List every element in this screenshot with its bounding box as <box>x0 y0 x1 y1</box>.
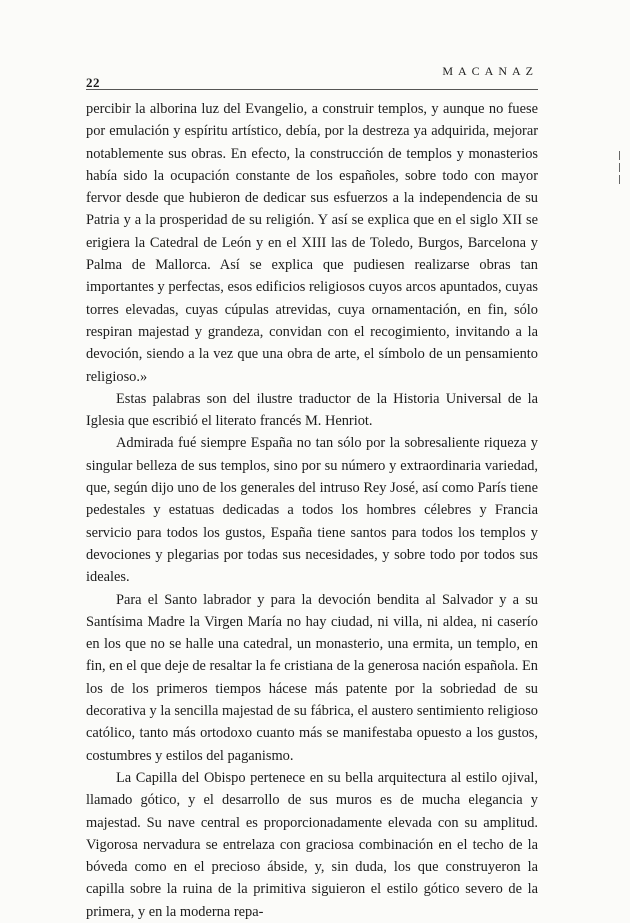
paragraph: Para el Santo labrador y para la devoción bendita al Salvador y a su Santísima Madre la Virgen María no hay ciudad, ni villa, ni aldea, ni caserío en los que no se halle una catedral, un monasterio, una ermita, un templo, en fin, en el que deje de resaltar la fe cristiana de la generosa nación española. En los de los primeros tiempos hácese más patente por la sobriedad de su decorativa y la sencilla majestad de su fábrica, el austero sentimiento religioso católico, tanto más ortodoxo cuanto más se manifestaba opuesto a los gustos, costumbres y estilos del paganismo. <box>86 591 538 764</box>
margin-mark <box>614 148 624 188</box>
paragraph: Admirada fué siempre España no tan sólo por la sobresaliente riqueza y singular belleza de sus templos, sino por su número y extraordinaria variedad, que, según dijo uno de los generales del intruso Rey José, así como París tiene pedestales y estatuas dedicadas a todos los hombres célebres y Francia servicio para todos los gustos, España tiene santos para todos los templos y devociones y plegarias por todas sus necesidades, y sobre todo por todos sus ideales. <box>86 435 538 586</box>
body-text <box>86 98 538 923</box>
header-rule <box>86 89 538 90</box>
running-head: MACANAZ <box>442 64 538 78</box>
paragraph: Estas palabras son del ilustre traductor de la Historia Universal de la Iglesia que escribió el literato francés M. Henriot. <box>86 390 538 430</box>
page-number: 22 <box>86 75 100 90</box>
page-header <box>86 62 538 92</box>
paragraph: La Capilla del Obispo pertenece en su bella arquitectura al estilo ojival, llamado gótico, y el desarrollo de sus muros es de mucha elegancia y majestad. Su nave central es proporcionadamente elevada con su amplitud. Vigorosa nervadura se entrelaza con graciosa combinación en el techo de la bóveda como en el precioso ábside, y, sin duda, los que construyeron la capilla sobre la ruina de la primitiva siguieron el estilo gótico severo de la primera, y en la moderna repa- <box>86 769 538 920</box>
paragraph-continued: percibir la alborina luz del Evangelio, a construir templos, y aunque no fuese por emulación y espíritu artístico, debía, por la destreza ya adquirida, mejorar notablemente sus obras. En efecto, la construcción de templos y monasterios había sido la ocupación constante de los españoles, sobre todo con mayor fervor desde que hubieron de dedicar sus esfuerzos a la independencia de su Patria y a la prosperidad de su religión. Y así se explica que en el siglo XII se erigiera la Catedral de León y en el XIII las de Toledo, Burgos, Barcelona y Palma de Mallorca. Así se explica que pudiesen realizarse obras tan importantes y perfectas, esos edificios religiosos cuyos arcos apuntados, cuyas torres elevadas, cuyas cúpulas atrevidas, cuya ornamentación, en fin, sólo respiran majestad y grandeza, convidan con el recogimiento, invitando a la devoción, siendo a la vez que una obra de arte, el símbolo de un pensamiento religioso.» <box>86 101 538 385</box>
